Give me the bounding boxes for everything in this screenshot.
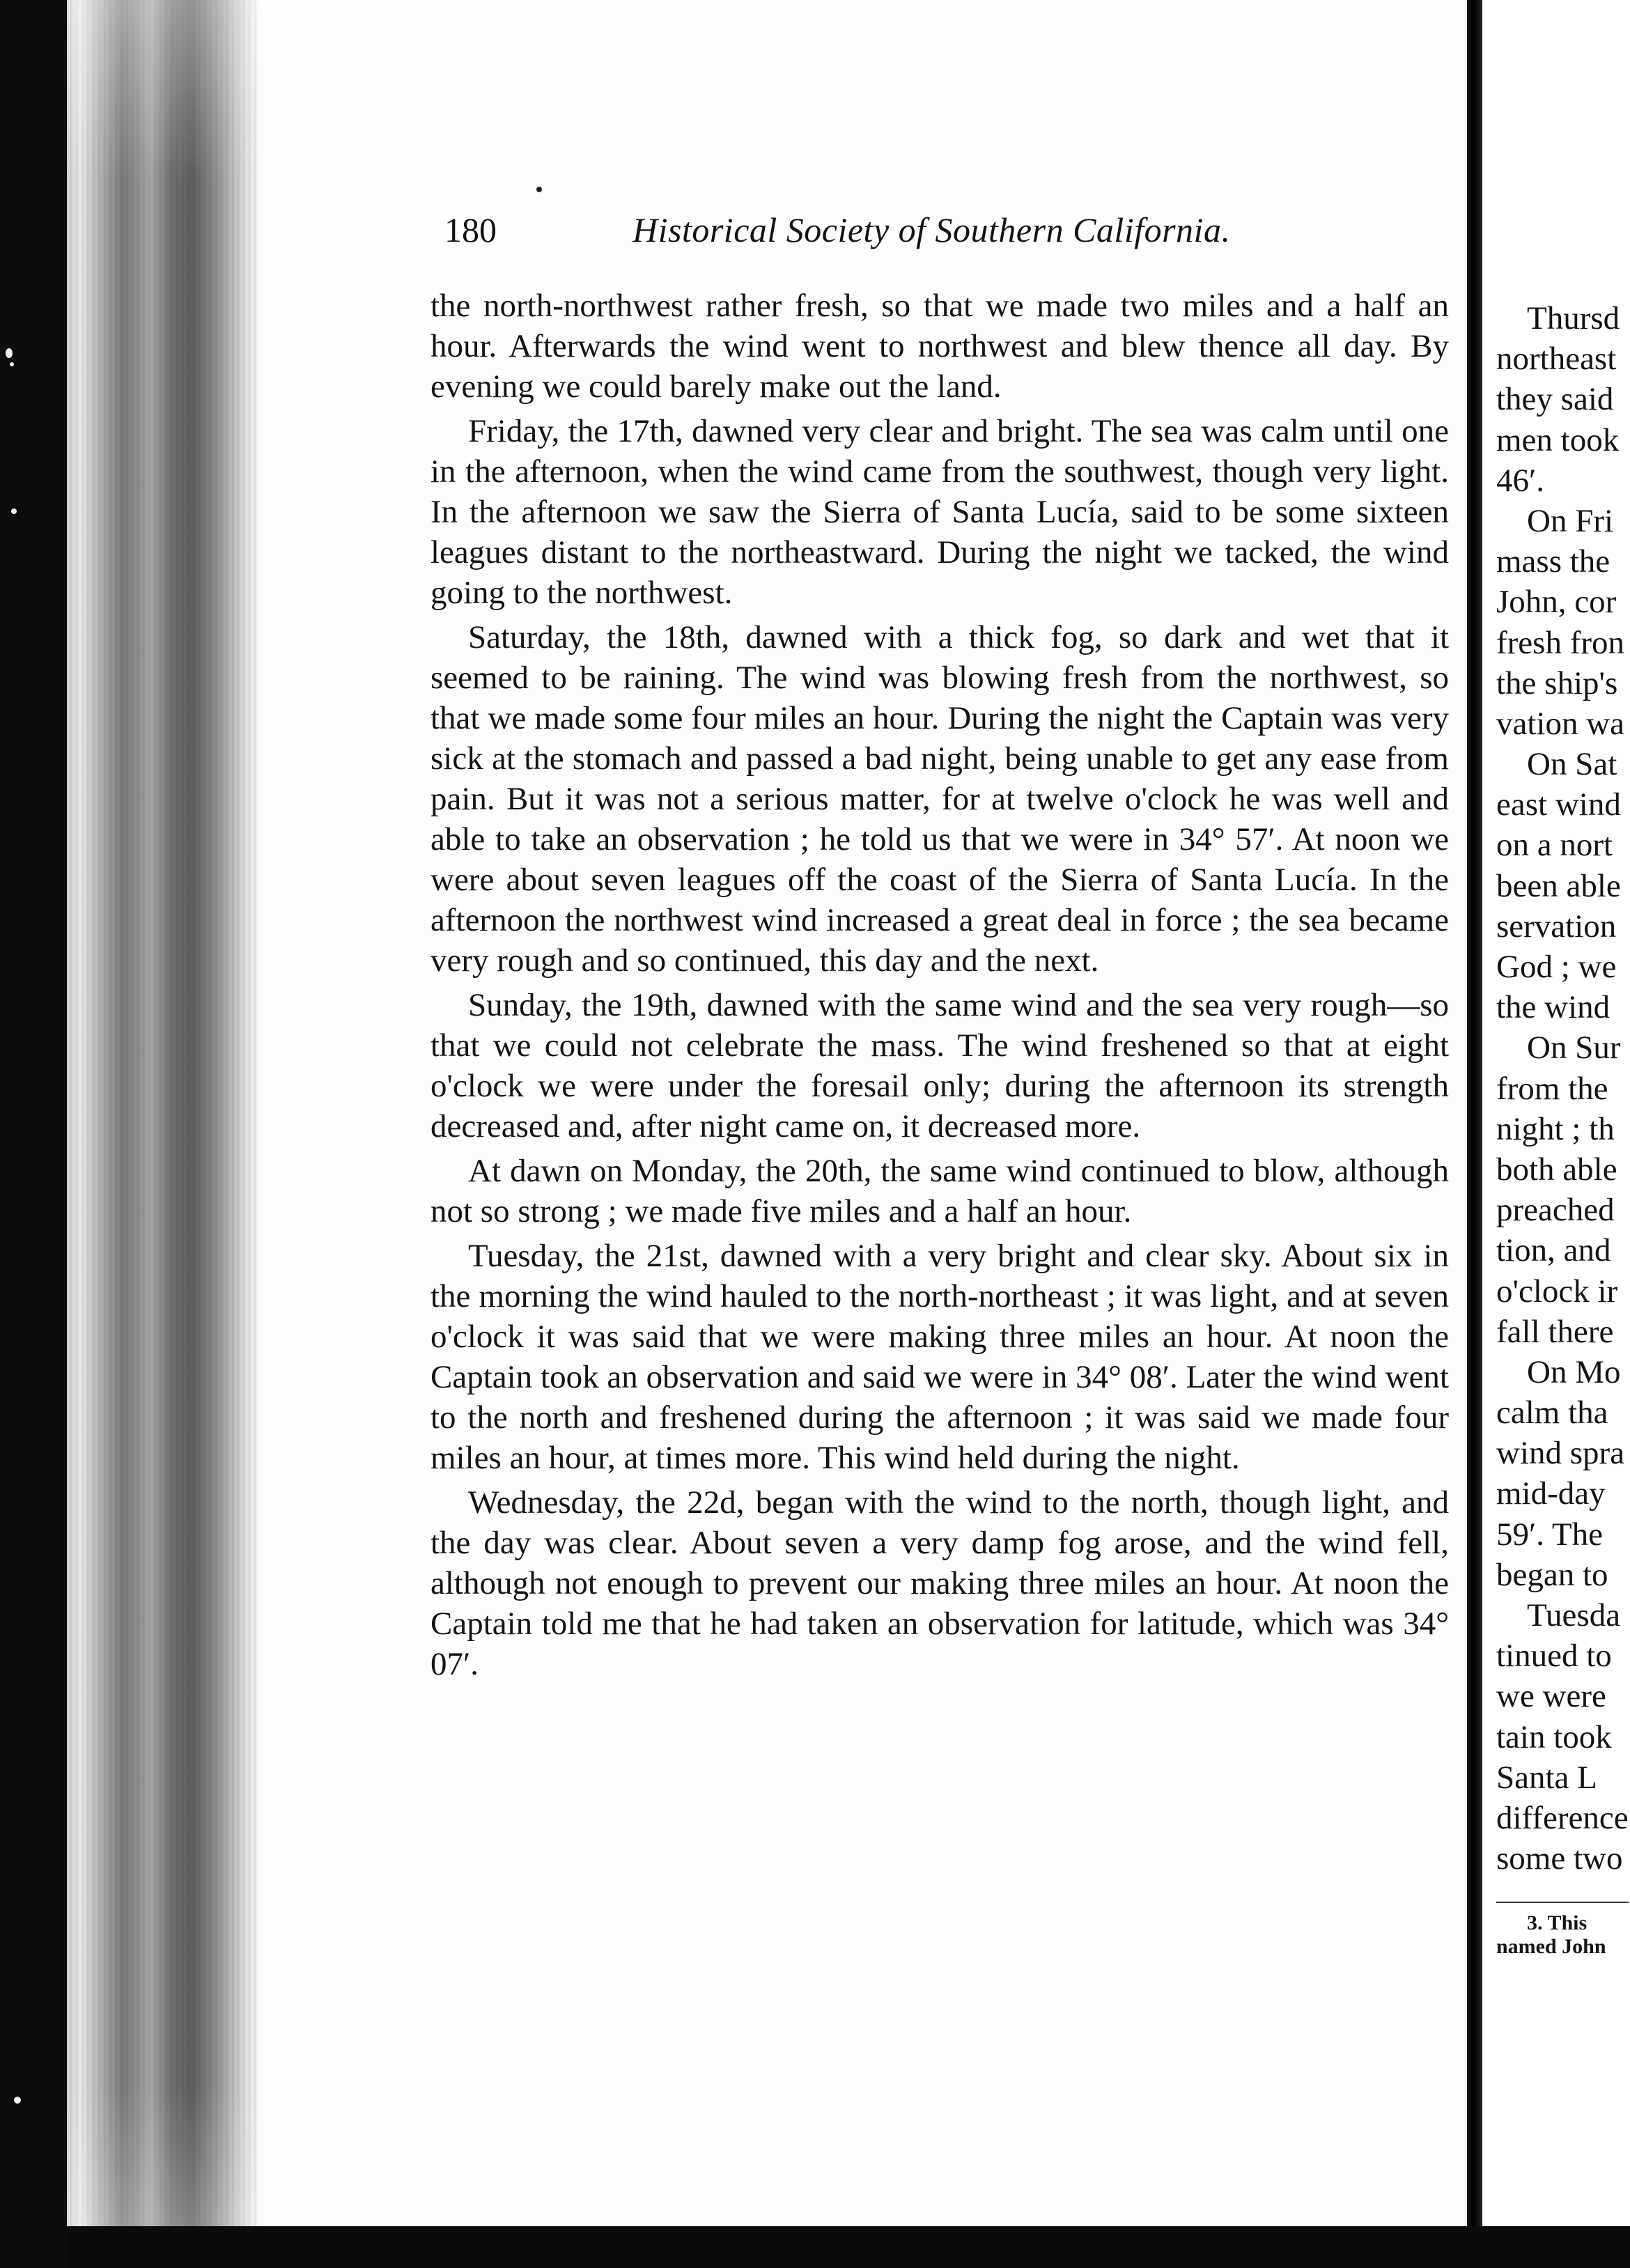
scan-bottom-margin [67, 2226, 1630, 2268]
right-page-line: northeast [1496, 341, 1617, 378]
right-page-line: east wind [1496, 786, 1621, 823]
right-page-line: mass the [1496, 543, 1610, 580]
right-page-line: wind spra [1496, 1435, 1625, 1472]
right-page-line: began to [1496, 1556, 1608, 1593]
paragraph-friday-17th: Friday, the 17th, dawned very clear and bright. The sea was calm until one in the afternoon, when the wind came from the southwest, though very light. In the afternoon we saw the Sierra of Santa Lucía, said to be some sixteen leagues distant to the northeastward. During the night we tacked, the wind going to the northwest. [430, 413, 1449, 611]
right-page-line: On Sat [1527, 746, 1617, 783]
right-page-line: we were [1496, 1678, 1606, 1715]
journal-title: Historical Society of Southern California. [632, 210, 1231, 249]
right-page-line: tain took [1496, 1718, 1612, 1755]
paragraph-tuesday-21st: Tuesday, the 21st, dawned with a very bright and clear sky. About six in the morning the wind hauled to the north-northeast ; it was light, and at seven o'clock it was said that we were making three miles an hour. At noon the Captain took an observation and said we were in 34° 08′. Later the wind went to the north and freshened during the afternoon ; it was said we made four miles an hour, at times more. This wind held during the night. [430, 1238, 1449, 1476]
right-page-line: God ; we [1496, 949, 1617, 985]
right-page-text [1496, 298, 1630, 1879]
right-page-line: On Sur [1527, 1030, 1621, 1066]
paragraph-saturday-18th: Saturday, the 18th, dawned with a thick fog, so dark and wet that it seemed to be raining. The wind was blowing fresh from the northwest, so that we made some four miles an hour. During the night the Captain was very sick at the stomach and passed a bad night, being unable to get any ease from pain. But it was not a serious matter, for at twelve o'clock he was well and able to take an observation ; he told us that we were in 34° 57′. At noon we were about seven leagues off the coast of the Sierra of Santa Lucía. In the afternoon the northwest wind increased a great deal in force ; the sea became very rough and so continued, this day and the next. [430, 619, 1449, 979]
right-page-line: from the [1496, 1070, 1608, 1107]
book-gutter [1467, 0, 1482, 2268]
paragraph-monday-20th: At dawn on Monday, the 20th, the same wind continued to blow, although not so strong ; we made five miles and a half an hour. [430, 1153, 1449, 1229]
footnote-line: 3. This [1527, 1911, 1588, 1934]
right-page-line: preached [1496, 1192, 1615, 1229]
right-page-line: both able [1496, 1151, 1617, 1188]
right-page-line: night ; th [1496, 1110, 1615, 1147]
right-page-line: some two [1496, 1840, 1623, 1877]
right-page-line: 46′. [1496, 462, 1545, 499]
right-page-line: the ship's [1496, 665, 1618, 701]
right-page-line: difference [1496, 1799, 1629, 1836]
book-page-edges [67, 0, 258, 2268]
right-page-line: fresh fron [1496, 624, 1625, 661]
right-page-line: calm tha [1496, 1395, 1608, 1431]
scan-left-margin [0, 0, 67, 2268]
right-page-line: fall there [1496, 1313, 1614, 1350]
scan-speck [10, 362, 14, 366]
right-page-line: men took [1496, 421, 1620, 458]
right-page-line: on a nort [1496, 827, 1613, 864]
right-page-line: tinued to [1496, 1638, 1612, 1675]
right-page-line: Tuesda [1527, 1597, 1621, 1633]
right-page-line: been able [1496, 867, 1621, 904]
print-speck [536, 187, 542, 192]
right-page-line: On Mo [1527, 1353, 1621, 1390]
right-page-line: tion, and [1496, 1232, 1611, 1269]
footnote-rule [1496, 1902, 1629, 1903]
right-page-line: 59′. The [1496, 1516, 1604, 1553]
right-page-line: the wind [1496, 989, 1610, 1026]
right-page-footnote [1496, 1911, 1630, 1959]
right-page-line: John, cor [1496, 584, 1617, 621]
right-page-line: mid-day [1496, 1475, 1606, 1512]
right-page-line: vation wa [1496, 705, 1625, 742]
scan-speck [6, 348, 13, 358]
left-page-text [430, 286, 1449, 1957]
right-page-line: o'clock ir [1496, 1273, 1618, 1310]
right-page-line: Thursd [1527, 300, 1620, 336]
paragraph-continued: the north-northwest rather fresh, so that we made two miles and a half an hour. Afterwards the wind went to northwest and blew thence all day. By evening we could barely make out the land. [430, 288, 1449, 405]
right-page-line: On Fri [1527, 502, 1614, 539]
right-page-line: Santa L [1496, 1759, 1597, 1796]
scan-speck [11, 508, 17, 514]
right-page-line: servation [1496, 908, 1617, 945]
running-header [444, 209, 1280, 251]
right-page-line: they said [1496, 381, 1614, 418]
paragraph-sunday-19th: Sunday, the 19th, dawned with the same wind and the sea very rough—so that we could not celebrate the mass. The wind freshened so that at eight o'clock we were under the foresail only; during the afternoon its strength decreased and, after night came on, it decreased more. [430, 987, 1449, 1144]
page-number: 180 [444, 210, 497, 249]
paragraph-wednesday-22d: Wednesday, the 22d, began with the wind to the north, though light, and the day was clear. About seven a very damp fog arose, and the wind fell, although not enough to prevent our making three miles an hour. At noon the Captain told me that he had taken an observation for latitude, which was 34° 07′. [430, 1484, 1449, 1682]
footnote-line: named John [1496, 1935, 1606, 1958]
scan-speck [14, 2097, 21, 2104]
